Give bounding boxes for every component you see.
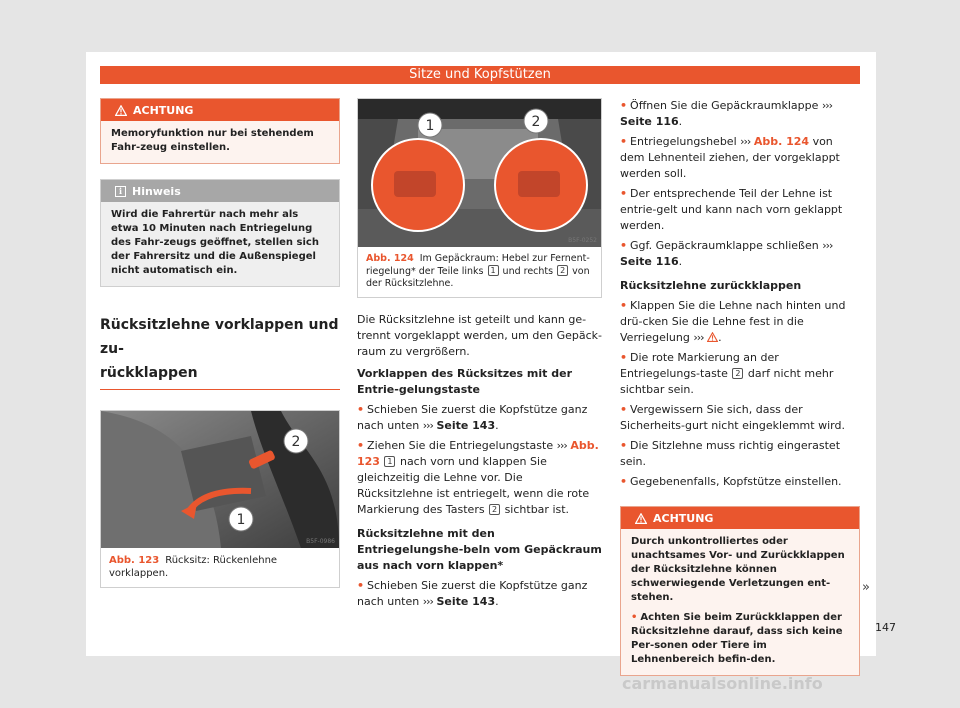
list-item: • Gegebenenfalls, Kopfstütze einstellen.: [620, 475, 842, 488]
list-item-text: Vergewissern Sie sich, dass der Sicherheits-gurt nicht eingeklemmt wird.: [620, 403, 845, 432]
section-title: [100, 313, 340, 390]
list-item: • Der entsprechende Teil der Lehne ist entrie-gelt und kann nach vorn geklappt werden.: [620, 187, 843, 232]
section-title-line1: Rücksitzlehne vorklappen und zu-: [100, 317, 339, 357]
list-item-text: Entriegelungshebel: [630, 135, 737, 148]
warning-label: ACHTUNG: [133, 103, 194, 117]
warning-header: [101, 99, 339, 121]
number-badge: 1: [384, 456, 395, 467]
subheading: Rücksitzlehne zurückklappen: [620, 279, 802, 292]
callout-1: 1: [236, 512, 246, 528]
info-icon: i: [115, 186, 126, 197]
list-item-text: Ziehen Sie die Entriegelungstaste: [367, 439, 554, 452]
hint-label: Hinweis: [132, 184, 181, 198]
list-item: • Entriegelungshebel ››› Abb. 124 von dem Lehnenteil ziehen, der vorgeklappt werden soll.: [620, 135, 840, 180]
list-item: • Öffnen Sie die Gepäckraumklappe ››› Seite 116.: [620, 99, 833, 128]
hint-text: Wird die Fahrertür nach mehr als etwa 10 Minuten nach Entriegelung des Fahr-zeugs geöffnet, stellen sich der Fahrersitz und die Außenspiegel nicht automatisch ein.: [111, 209, 319, 276]
figure-code: B5F-0252: [568, 237, 597, 244]
list-item-text: sichtbar ist.: [504, 503, 570, 516]
list-item: • Klappen Sie die Lehne nach hinten und drü-cken Sie die Lehne fest in die Verriegelung ››› .: [620, 299, 846, 344]
list-item-text: Gegebenenfalls, Kopfstütze einstellen.: [630, 475, 842, 488]
subheading: Rücksitzlehne mit den Entriegelungshe-beln vom Gepäckraum aus nach vorn klappen*: [357, 527, 602, 572]
list-item-text: Die Sitzlehne muss richtig eingerastet sein.: [620, 439, 841, 468]
list-item-text: Schieben Sie zuerst die Kopfstütze ganz nach unten: [357, 403, 588, 432]
figure-123: [100, 410, 340, 588]
section-title-line2: rückklappen: [100, 365, 198, 381]
warning-body: [621, 529, 859, 675]
list-item: • Die Sitzlehne muss richtig eingerastet sein.: [620, 439, 841, 468]
figure-reference[interactable]: Abb. 123: [357, 439, 599, 468]
number-badge: 2: [732, 368, 743, 379]
list-item-text: Der entsprechende Teil der Lehne ist entrie-gelt und kann nach vorn geklappt werden.: [620, 187, 843, 232]
callout-2: 2: [291, 434, 301, 450]
number-badge: 1: [488, 265, 499, 276]
warning-label: ACHTUNG: [653, 511, 714, 525]
caption-part: Im Gepäckraum: Hebel zur Fernent-riegelung* der Teile links: [366, 253, 590, 277]
warning-triangle-icon: [635, 513, 647, 524]
middle-column: [357, 98, 602, 610]
list-item-text: von dem Lehnenteil ziehen, der vorgeklappt werden soll.: [620, 135, 840, 180]
warning-text: Memoryfunktion nur bei stehendem Fahr-zeug einstellen.: [111, 128, 314, 153]
figure-124-caption: [358, 247, 601, 297]
warning-bullet: • Achten Sie beim Zurückklappen der Rücksitzlehne darauf, dass sich keine Per-sonen oder Tiere im Lehnenbereich befin-den.: [631, 612, 843, 665]
page-reference[interactable]: Seite 116: [620, 115, 679, 128]
list-item-text: nach vorn und klappen Sie gleichzeitig die Lehne vor. Die Rücksitzlehne ist entriegelt, wenn die rote Markierung des Tasters: [357, 455, 590, 516]
list-item: • Schieben Sie zuerst die Kopfstütze ganz nach unten ››› Seite 143.: [357, 579, 588, 608]
figure-label: Abb. 123: [109, 555, 160, 566]
right-column: [620, 98, 860, 676]
warning-box: [100, 98, 340, 164]
warning-bullet-text: Achten Sie beim Zurückklappen der Rücksitzlehne darauf, dass sich keine Per-sonen oder Tiere im Lehnenbereich befin-den.: [631, 612, 843, 665]
figure-124-image: [358, 99, 601, 247]
list-item: • Schieben Sie zuerst die Kopfstütze ganz nach unten ››› Seite 143.: [357, 403, 588, 432]
subheading: Vorklappen des Rücksitzes mit der Entrie-gelungstaste: [357, 367, 573, 396]
figure-caption-text: Rücksitz: Rückenlehne vorklappen.: [109, 555, 278, 579]
warning-header: [621, 507, 859, 529]
figure-code: B5F-0986: [306, 538, 335, 545]
chapter-header: Sitze und Kopfstützen: [100, 66, 860, 84]
page-reference[interactable]: Seite 116: [620, 255, 679, 268]
list-item: • Die rote Markierung an der Entriegelungs-taste 2 darf nicht mehr sichtbar sein.: [620, 351, 834, 396]
warning-triangle-icon[interactable]: [707, 332, 718, 342]
hint-header: [101, 180, 339, 202]
figure-label: Abb. 124: [366, 253, 414, 264]
number-badge: 2: [489, 504, 500, 515]
list-item-text: Klappen Sie die Lehne nach hinten und drü-cken Sie die Lehne fest in die Verriegelung: [620, 299, 846, 344]
list-item-text: Die rote Markierung an der Entriegelungs-taste: [620, 351, 779, 380]
page-number: 147: [875, 621, 896, 634]
caption-part: von der Rücksitzlehne.: [366, 266, 590, 289]
list-item: • Vergewissern Sie sich, dass der Sicherheits-gurt nicht eingeklemmt wird.: [620, 403, 845, 432]
callout-2: 2: [531, 114, 541, 130]
caption-part: und rechts: [502, 266, 554, 277]
list-item: • Ggf. Gepäckraumklappe schließen ››› Seite 116.: [620, 239, 833, 268]
list-item-text: darf nicht mehr sichtbar sein.: [620, 367, 834, 396]
list-item: • Ziehen Sie die Entriegelungstaste ››› Abb. 123 1 nach vorn und klappen Sie gleichzeitig die Lehne vor. Die Rücksitzlehne ist entriegelt, wenn die rote Markierung des Tasters 2 sichtbar ist.: [357, 439, 599, 516]
continued-marker: »: [862, 580, 870, 595]
figure-123-caption: [101, 548, 339, 587]
warning-triangle-icon: [115, 105, 127, 116]
number-badge: 2: [557, 265, 568, 276]
list-item-text: Ggf. Gepäckraumklappe schließen: [630, 239, 819, 252]
watermark: carmanualsonline.info: [622, 674, 823, 693]
list-item-text: Öffnen Sie die Gepäckraumklappe: [630, 99, 819, 112]
warning-text: Durch unkontrolliertes oder unachtsames Vor- und Zurückklappen der Rücksitzlehne können schwerwiegende Verletzungen ent-stehen.: [631, 536, 845, 603]
list-item-text: Schieben Sie zuerst die Kopfstütze ganz nach unten: [357, 579, 588, 608]
hint-box: [100, 179, 340, 287]
callout-1: 1: [425, 118, 435, 134]
left-column: [100, 98, 340, 588]
figure-124: [357, 98, 602, 298]
figure-reference[interactable]: Abb. 124: [753, 135, 810, 148]
intro-paragraph: Die Rücksitzlehne ist geteilt und kann ge-trennt vorgeklappt werden, um den Gepäck-raum zu vergrößern.: [357, 313, 602, 358]
warning-box: [620, 506, 860, 676]
page-reference[interactable]: Seite 143: [436, 595, 496, 608]
page-reference[interactable]: Seite 143: [436, 419, 496, 432]
figure-123-image: [101, 411, 339, 548]
